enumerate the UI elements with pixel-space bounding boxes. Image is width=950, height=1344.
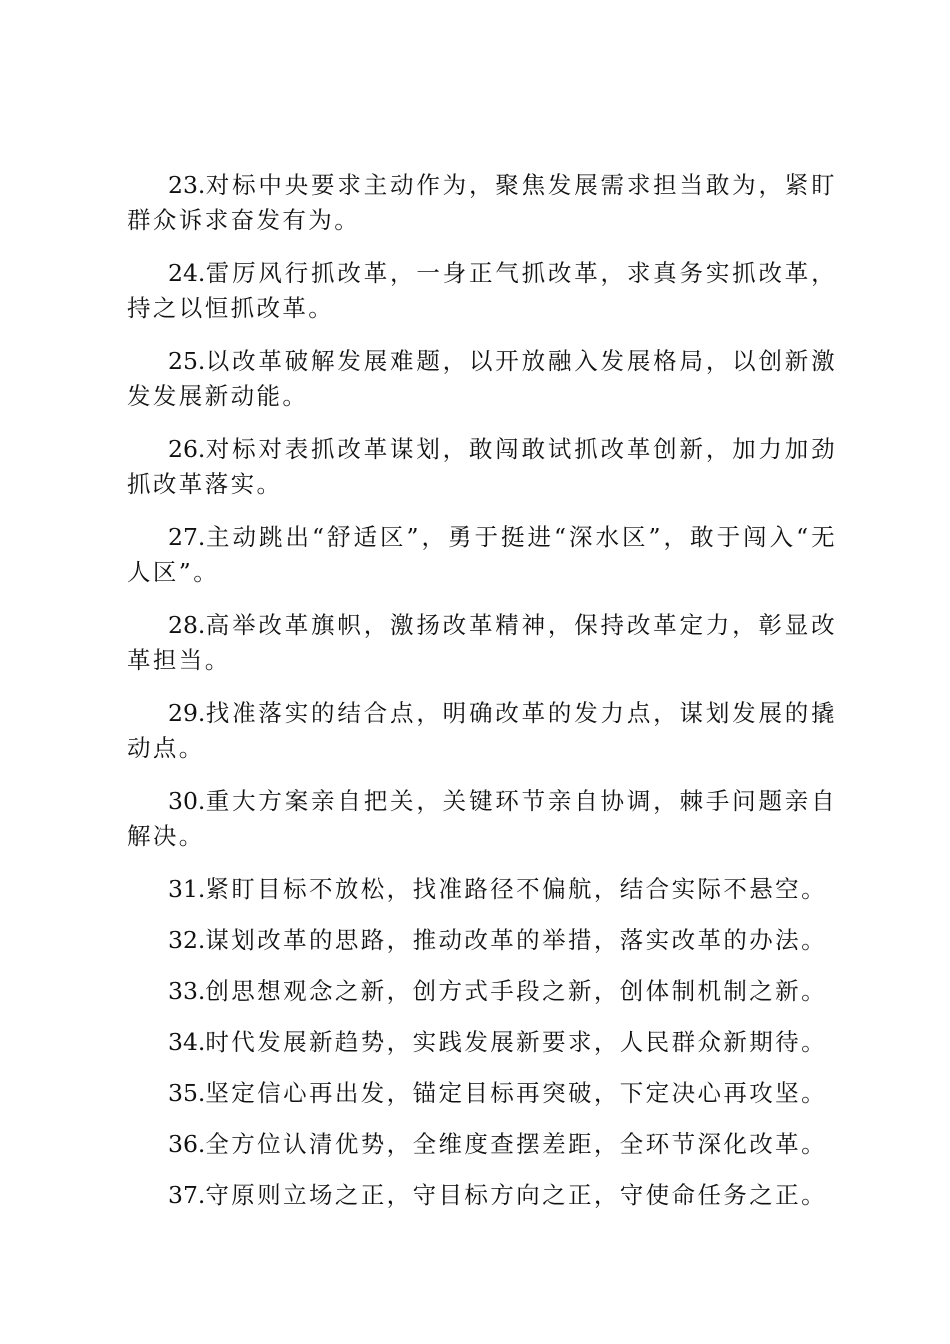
item-text: 守原则立场之正，守目标方向之正，守使命任务之正。: [205, 1181, 827, 1209]
list-item-31: [127, 872, 837, 907]
item-text: 高举改革旗帜，激扬改革精神，保持改革定力，彰显改革担当。: [127, 611, 837, 674]
list-item-34: [127, 1025, 837, 1060]
item-number: 24.: [168, 259, 206, 287]
item-number: 29.: [168, 699, 206, 727]
list-item-27: [127, 520, 837, 590]
item-text: 坚定信心再出发，锚定目标再突破，下定决心再攻坚。: [205, 1079, 827, 1107]
list-item-36: [127, 1127, 837, 1162]
item-number: 35.: [168, 1079, 206, 1107]
item-text: 紧盯目标不放松，找准路径不偏航，结合实际不悬空。: [205, 875, 827, 903]
item-number: 34.: [168, 1028, 206, 1056]
list-item-25: [127, 344, 837, 414]
item-number: 23.: [168, 171, 206, 199]
list-item-24: [127, 256, 837, 326]
item-number: 25.: [168, 347, 206, 375]
document-body: [127, 168, 837, 1229]
item-text: 找准落实的结合点，明确改革的发力点，谋划发展的撬动点。: [127, 699, 837, 762]
item-number: 28.: [168, 611, 206, 639]
item-number: 31.: [168, 875, 206, 903]
item-number: 27.: [168, 523, 206, 551]
item-number: 26.: [168, 435, 206, 463]
item-text: 谋划改革的思路，推动改革的举措，落实改革的办法。: [205, 926, 827, 954]
item-text: 雷厉风行抓改革，一身正气抓改革，求真务实抓改革，持之以恒抓改革。: [127, 259, 837, 322]
list-item-33: [127, 974, 837, 1009]
item-number: 36.: [168, 1130, 206, 1158]
list-item-32: [127, 923, 837, 958]
item-text: 时代发展新趋势，实践发展新要求，人民群众新期待。: [205, 1028, 827, 1056]
item-text: 创思想观念之新，创方式手段之新，创体制机制之新。: [205, 977, 827, 1005]
item-text: 以改革破解发展难题，以开放融入发展格局，以创新激发发展新动能。: [127, 347, 837, 410]
list-item-26: [127, 432, 837, 502]
list-item-29: [127, 696, 837, 766]
list-item-35: [127, 1076, 837, 1111]
item-text: 主动跳出“舒适区”，勇于挺进“深水区”，敢于闯入“无人区”。: [127, 523, 837, 586]
list-item-23: [127, 168, 837, 238]
item-text: 全方位认清优势，全维度查摆差距，全环节深化改革。: [205, 1130, 827, 1158]
item-number: 30.: [168, 787, 206, 815]
item-text: 重大方案亲自把关，关键环节亲自协调，棘手问题亲自解决。: [127, 787, 837, 850]
item-number: 32.: [168, 926, 206, 954]
item-number: 37.: [168, 1181, 206, 1209]
list-item-28: [127, 608, 837, 678]
item-text: 对标对表抓改革谋划，敢闯敢试抓改革创新，加力加劲抓改革落实。: [127, 435, 837, 498]
item-text: 对标中央要求主动作为，聚焦发展需求担当敢为，紧盯群众诉求奋发有为。: [127, 171, 837, 234]
list-item-30: [127, 784, 837, 854]
list-item-37: [127, 1178, 837, 1213]
item-number: 33.: [168, 977, 206, 1005]
